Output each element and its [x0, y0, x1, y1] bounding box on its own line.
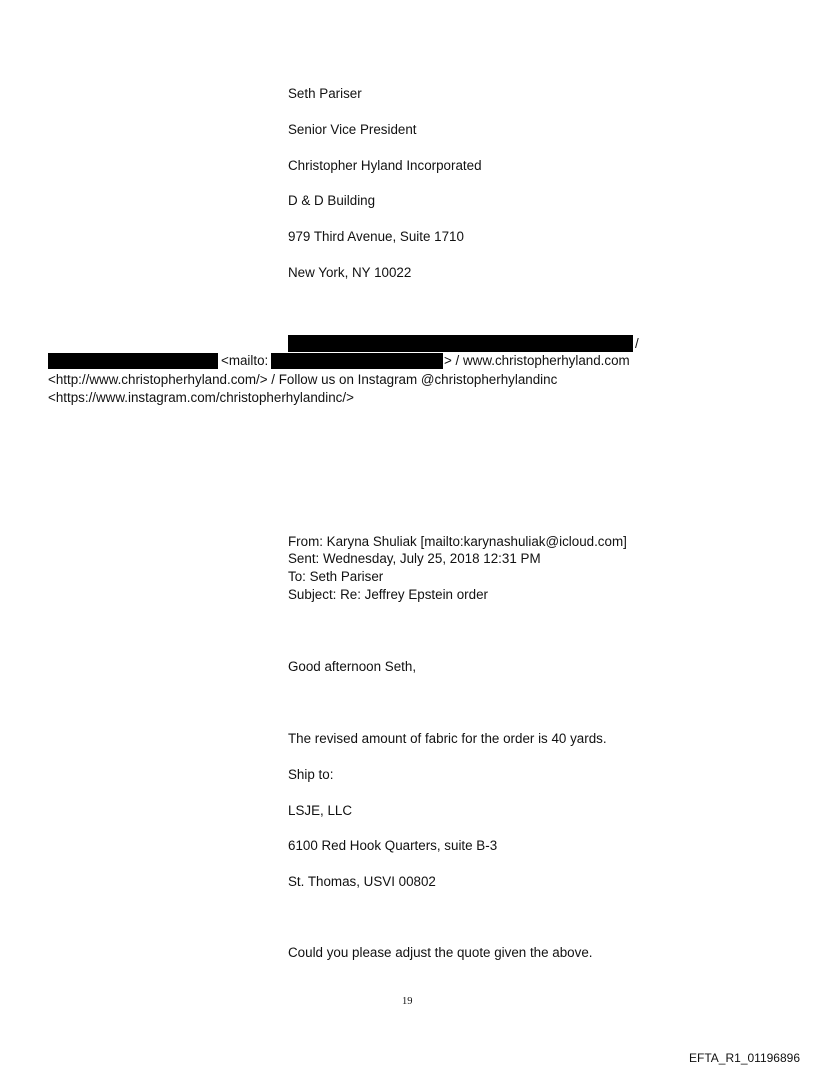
- signature-building: D & D Building: [288, 193, 376, 208]
- address-street: 6100 Red Hook Quarters, suite B-3: [288, 838, 498, 853]
- contact-mailto-prefix: <mailto:: [221, 353, 269, 368]
- redaction-bar: [48, 353, 218, 369]
- signature-name: Seth Pariser: [288, 86, 362, 101]
- address-name: LSJE, LLC: [288, 803, 353, 818]
- email-sent: Sent: Wednesday, July 25, 2018 12:31 PM: [288, 551, 541, 566]
- signature-street: 979 Third Avenue, Suite 1710: [288, 229, 464, 244]
- body-greeting: Good afternoon Seth,: [288, 659, 417, 674]
- signature-company: Christopher Hyland Incorporated: [288, 158, 482, 173]
- body-revised-amount: The revised amount of fabric for the order is 40 yards.: [288, 731, 607, 746]
- body-request: Could you please adjust the quote given the above.: [288, 945, 593, 960]
- email-to: To: Seth Pariser: [288, 569, 384, 584]
- address-city: St. Thomas, USVI 00802: [288, 874, 436, 889]
- document-id: EFTA_R1_01196896: [689, 1051, 800, 1065]
- signature-title: Senior Vice President: [288, 122, 417, 137]
- signature-city: New York, NY 10022: [288, 265, 412, 280]
- email-from: From: Karyna Shuliak [mailto:karynashuliak@icloud.com]: [288, 534, 627, 549]
- contact-instagram-url: <https://www.instagram.com/christopherhylandinc/>: [48, 390, 354, 405]
- email-subject: Subject: Re: Jeffrey Epstein order: [288, 587, 488, 602]
- page-number: 19: [402, 996, 413, 1007]
- body-ship-to: Ship to:: [288, 767, 334, 782]
- redaction-bar: [288, 335, 633, 352]
- contact-website-url: <http://www.christopherhyland.com/> / Follow us on Instagram @christopherhylandinc: [48, 372, 558, 387]
- redaction-bar: [271, 353, 443, 369]
- contact-website: > / www.christopherhyland.com: [444, 353, 630, 368]
- contact-separator: /: [635, 336, 639, 351]
